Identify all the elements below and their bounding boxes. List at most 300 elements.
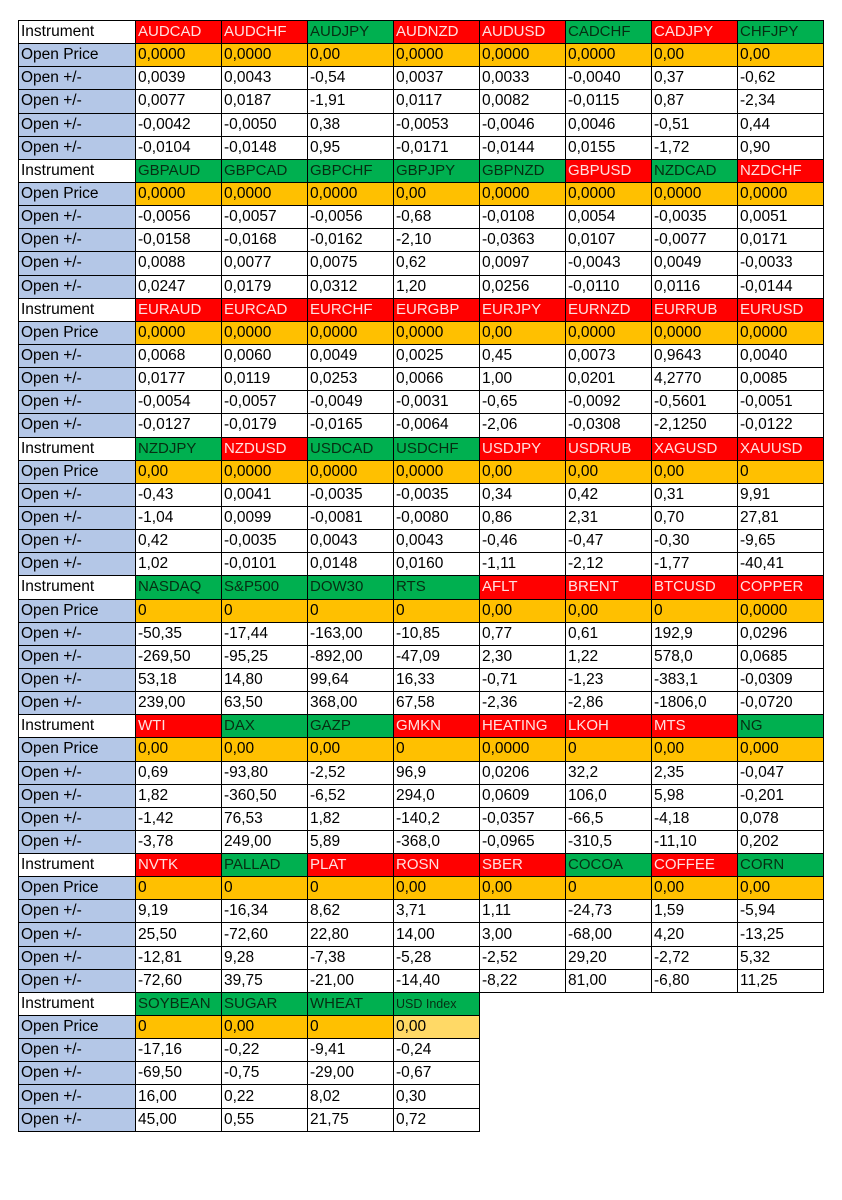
open-price-cell[interactable]: 0,0000 [308, 321, 394, 344]
change-value-cell[interactable]: -0,0144 [738, 275, 824, 298]
change-value-cell[interactable]: 0,0039 [136, 67, 222, 90]
instrument-name-cell[interactable]: EURRUB [652, 298, 738, 321]
change-value-cell[interactable]: 0,30 [394, 1085, 480, 1108]
open-price-cell[interactable]: 0,0000 [394, 44, 480, 67]
change-value-cell[interactable]: 2,30 [480, 645, 566, 668]
change-value-cell[interactable]: 16,00 [136, 1085, 222, 1108]
open-price-cell[interactable]: 0,0000 [652, 182, 738, 205]
change-value-cell[interactable]: 0,42 [136, 530, 222, 553]
change-value-cell[interactable]: 0,0082 [480, 90, 566, 113]
change-value-cell[interactable]: -5,28 [394, 946, 480, 969]
change-value-cell[interactable]: -0,47 [566, 530, 652, 553]
change-value-cell[interactable]: 63,50 [222, 692, 308, 715]
change-value-cell[interactable]: -310,5 [566, 830, 652, 853]
change-value-cell[interactable]: 0,72 [394, 1108, 480, 1131]
change-value-cell[interactable]: -2,10 [394, 229, 480, 252]
change-value-cell[interactable]: 9,28 [222, 946, 308, 969]
change-value-cell[interactable]: 0,0253 [308, 368, 394, 391]
change-value-cell[interactable]: -2,12 [566, 553, 652, 576]
change-value-cell[interactable]: -0,0035 [222, 530, 308, 553]
instrument-name-cell[interactable]: NG [738, 715, 824, 738]
change-value-cell[interactable]: 0,202 [738, 830, 824, 853]
instrument-name-cell[interactable]: CORN [738, 854, 824, 877]
instrument-name-cell[interactable]: NVTK [136, 854, 222, 877]
change-value-cell[interactable]: 0,0148 [308, 553, 394, 576]
change-value-cell[interactable]: 0,0075 [308, 252, 394, 275]
open-price-cell[interactable]: 0,0000 [222, 321, 308, 344]
open-price-cell[interactable]: 0,0000 [136, 44, 222, 67]
open-price-cell[interactable]: 0,0000 [480, 44, 566, 67]
change-value-cell[interactable]: 0,0117 [394, 90, 480, 113]
open-price-cell[interactable]: 0,00 [652, 738, 738, 761]
open-price-cell[interactable]: 0,0000 [480, 182, 566, 205]
change-value-cell[interactable]: 0,0043 [394, 530, 480, 553]
change-value-cell[interactable]: -0,0092 [566, 391, 652, 414]
change-value-cell[interactable]: -0,0108 [480, 206, 566, 229]
change-value-cell[interactable]: -1,77 [652, 553, 738, 576]
instrument-name-cell[interactable]: USDRUB [566, 437, 652, 460]
instrument-name-cell[interactable]: EURUSD [738, 298, 824, 321]
change-value-cell[interactable]: -1,42 [136, 807, 222, 830]
change-value-cell[interactable]: -11,10 [652, 830, 738, 853]
instrument-name-cell[interactable]: HEATING [480, 715, 566, 738]
change-value-cell[interactable]: -0,0057 [222, 206, 308, 229]
change-value-cell[interactable]: 0,0085 [738, 368, 824, 391]
change-value-cell[interactable]: 0,0256 [480, 275, 566, 298]
change-value-cell[interactable]: 0,44 [738, 113, 824, 136]
change-value-cell[interactable]: -13,25 [738, 923, 824, 946]
change-value-cell[interactable]: 0,42 [566, 483, 652, 506]
change-value-cell[interactable]: -368,0 [394, 830, 480, 853]
instrument-name-cell[interactable]: COPPER [738, 576, 824, 599]
change-value-cell[interactable]: -8,22 [480, 969, 566, 992]
change-value-cell[interactable]: 8,62 [308, 900, 394, 923]
change-value-cell[interactable]: -0,0056 [308, 206, 394, 229]
change-value-cell[interactable]: 0,0187 [222, 90, 308, 113]
change-value-cell[interactable]: 0,90 [738, 136, 824, 159]
instrument-name-cell[interactable]: ROSN [394, 854, 480, 877]
instrument-name-cell[interactable]: RTS [394, 576, 480, 599]
change-value-cell[interactable]: -0,0165 [308, 414, 394, 437]
instrument-name-cell[interactable]: BTCUSD [652, 576, 738, 599]
change-value-cell[interactable]: 14,00 [394, 923, 480, 946]
change-value-cell[interactable]: -0,54 [308, 67, 394, 90]
change-value-cell[interactable]: -29,00 [308, 1062, 394, 1085]
change-value-cell[interactable]: -0,68 [394, 206, 480, 229]
open-price-cell[interactable]: 0 [136, 877, 222, 900]
instrument-name-cell[interactable]: GAZP [308, 715, 394, 738]
change-value-cell[interactable]: -7,38 [308, 946, 394, 969]
change-value-cell[interactable]: 0,0088 [136, 252, 222, 275]
open-price-cell[interactable]: 0,0000 [652, 321, 738, 344]
instrument-name-cell[interactable]: GBPJPY [394, 159, 480, 182]
change-value-cell[interactable]: 0,31 [652, 483, 738, 506]
change-value-cell[interactable]: 0,0043 [308, 530, 394, 553]
change-value-cell[interactable]: -1,91 [308, 90, 394, 113]
change-value-cell[interactable]: 0,0296 [738, 622, 824, 645]
change-value-cell[interactable]: 0,70 [652, 506, 738, 529]
change-value-cell[interactable]: 0,0025 [394, 344, 480, 367]
change-value-cell[interactable]: 0,95 [308, 136, 394, 159]
instrument-name-cell[interactable]: AUDCHF [222, 21, 308, 44]
change-value-cell[interactable]: -0,46 [480, 530, 566, 553]
instrument-name-cell[interactable]: EURNZD [566, 298, 652, 321]
change-value-cell[interactable]: 0,86 [480, 506, 566, 529]
change-value-cell[interactable]: 0,38 [308, 113, 394, 136]
change-value-cell[interactable]: -2,52 [480, 946, 566, 969]
open-price-cell[interactable]: 0 [136, 1016, 222, 1039]
instrument-name-cell[interactable]: GBPNZD [480, 159, 566, 182]
change-value-cell[interactable]: -0,0357 [480, 807, 566, 830]
change-value-cell[interactable]: -50,35 [136, 622, 222, 645]
change-value-cell[interactable]: -0,0046 [480, 113, 566, 136]
open-price-cell[interactable]: 0,0000 [136, 182, 222, 205]
change-value-cell[interactable]: 27,81 [738, 506, 824, 529]
instrument-name-cell[interactable]: CADCHF [566, 21, 652, 44]
open-price-cell[interactable]: 0,00 [308, 44, 394, 67]
open-price-cell[interactable]: 0,0000 [308, 460, 394, 483]
change-value-cell[interactable]: -2,86 [566, 692, 652, 715]
open-price-cell[interactable]: 0,00 [394, 877, 480, 900]
change-value-cell[interactable]: -0,0115 [566, 90, 652, 113]
change-value-cell[interactable]: -3,78 [136, 830, 222, 853]
change-value-cell[interactable]: -0,0033 [738, 252, 824, 275]
change-value-cell[interactable]: -0,0179 [222, 414, 308, 437]
instrument-name-cell[interactable]: NZDCHF [738, 159, 824, 182]
change-value-cell[interactable]: -0,22 [222, 1039, 308, 1062]
change-value-cell[interactable]: 39,75 [222, 969, 308, 992]
open-price-cell[interactable]: 0 [738, 460, 824, 483]
change-value-cell[interactable]: -2,06 [480, 414, 566, 437]
change-value-cell[interactable]: -68,00 [566, 923, 652, 946]
open-price-cell[interactable]: 0 [394, 599, 480, 622]
change-value-cell[interactable]: -17,16 [136, 1039, 222, 1062]
open-price-cell[interactable]: 0,00 [222, 1016, 308, 1039]
instrument-name-cell[interactable]: SUGAR [222, 992, 308, 1015]
change-value-cell[interactable]: 0,078 [738, 807, 824, 830]
change-value-cell[interactable]: -2,52 [308, 761, 394, 784]
change-value-cell[interactable]: -6,52 [308, 784, 394, 807]
change-value-cell[interactable]: 0,34 [480, 483, 566, 506]
open-price-cell[interactable]: 0,0000 [738, 182, 824, 205]
change-value-cell[interactable]: 0,55 [222, 1108, 308, 1131]
open-price-cell[interactable]: 0 [136, 599, 222, 622]
change-value-cell[interactable]: -0,0049 [308, 391, 394, 414]
change-value-cell[interactable]: 0,62 [394, 252, 480, 275]
change-value-cell[interactable]: 3,00 [480, 923, 566, 946]
change-value-cell[interactable]: -0,0057 [222, 391, 308, 414]
open-price-cell[interactable]: 0,0000 [222, 44, 308, 67]
open-price-cell[interactable]: 0,0000 [136, 321, 222, 344]
change-value-cell[interactable]: 9,19 [136, 900, 222, 923]
change-value-cell[interactable]: 0,0043 [222, 67, 308, 90]
change-value-cell[interactable]: -17,44 [222, 622, 308, 645]
change-value-cell[interactable]: 11,25 [738, 969, 824, 992]
open-price-cell[interactable]: 0,0000 [738, 599, 824, 622]
change-value-cell[interactable]: -0,24 [394, 1039, 480, 1062]
change-value-cell[interactable]: -0,0080 [394, 506, 480, 529]
instrument-name-cell[interactable]: BRENT [566, 576, 652, 599]
change-value-cell[interactable]: 294,0 [394, 784, 480, 807]
change-value-cell[interactable]: -0,0720 [738, 692, 824, 715]
change-value-cell[interactable]: 2,31 [566, 506, 652, 529]
instrument-name-cell[interactable]: AUDNZD [394, 21, 480, 44]
change-value-cell[interactable]: 1,22 [566, 645, 652, 668]
change-value-cell[interactable]: -0,0168 [222, 229, 308, 252]
change-value-cell[interactable]: 1,82 [308, 807, 394, 830]
change-value-cell[interactable]: 0,0037 [394, 67, 480, 90]
change-value-cell[interactable]: 4,20 [652, 923, 738, 946]
change-value-cell[interactable]: 0,0155 [566, 136, 652, 159]
instrument-name-cell[interactable]: XAGUSD [652, 437, 738, 460]
instrument-name-cell[interactable]: USDJPY [480, 437, 566, 460]
change-value-cell[interactable]: 192,9 [652, 622, 738, 645]
change-value-cell[interactable]: -0,0127 [136, 414, 222, 437]
change-value-cell[interactable]: -0,0040 [566, 67, 652, 90]
open-price-cell[interactable]: 0,00 [394, 182, 480, 205]
change-value-cell[interactable]: -0,0056 [136, 206, 222, 229]
change-value-cell[interactable]: -0,67 [394, 1062, 480, 1085]
change-value-cell[interactable]: -0,0101 [222, 553, 308, 576]
instrument-name-cell[interactable]: USDCAD [308, 437, 394, 460]
change-value-cell[interactable]: 0,0068 [136, 344, 222, 367]
open-price-cell[interactable]: 0,000 [738, 738, 824, 761]
change-value-cell[interactable]: -0,0051 [738, 391, 824, 414]
change-value-cell[interactable]: 239,00 [136, 692, 222, 715]
change-value-cell[interactable]: 4,2770 [652, 368, 738, 391]
change-value-cell[interactable]: 106,0 [566, 784, 652, 807]
change-value-cell[interactable]: -72,60 [222, 923, 308, 946]
open-price-cell[interactable]: 0,00 [308, 738, 394, 761]
change-value-cell[interactable]: -40,41 [738, 553, 824, 576]
change-value-cell[interactable]: 0,0073 [566, 344, 652, 367]
change-value-cell[interactable]: 3,71 [394, 900, 480, 923]
change-value-cell[interactable]: -24,73 [566, 900, 652, 923]
change-value-cell[interactable]: -0,0308 [566, 414, 652, 437]
change-value-cell[interactable]: -93,80 [222, 761, 308, 784]
instrument-name-cell[interactable]: MTS [652, 715, 738, 738]
change-value-cell[interactable]: 8,02 [308, 1085, 394, 1108]
change-value-cell[interactable]: 1,02 [136, 553, 222, 576]
open-price-cell[interactable]: 0,0000 [566, 182, 652, 205]
open-price-cell[interactable]: 0,00 [652, 877, 738, 900]
change-value-cell[interactable]: 5,98 [652, 784, 738, 807]
open-price-cell[interactable]: 0 [222, 599, 308, 622]
open-price-cell[interactable]: 0,00 [136, 460, 222, 483]
change-value-cell[interactable]: 1,11 [480, 900, 566, 923]
change-value-cell[interactable]: -2,34 [738, 90, 824, 113]
open-price-cell[interactable]: 0,00 [566, 460, 652, 483]
change-value-cell[interactable]: -0,0363 [480, 229, 566, 252]
change-value-cell[interactable]: -0,0035 [394, 483, 480, 506]
change-value-cell[interactable]: 53,18 [136, 668, 222, 691]
change-value-cell[interactable]: 0,0049 [308, 344, 394, 367]
change-value-cell[interactable]: -1,11 [480, 553, 566, 576]
instrument-name-cell[interactable]: WTI [136, 715, 222, 738]
change-value-cell[interactable]: -0,0144 [480, 136, 566, 159]
open-price-cell[interactable]: 0,00 [136, 738, 222, 761]
instrument-name-cell[interactable]: S&P500 [222, 576, 308, 599]
change-value-cell[interactable]: -95,25 [222, 645, 308, 668]
change-value-cell[interactable]: 96,9 [394, 761, 480, 784]
instrument-name-cell[interactable]: GBPUSD [566, 159, 652, 182]
change-value-cell[interactable]: -21,00 [308, 969, 394, 992]
open-price-cell[interactable]: 0,00 [652, 44, 738, 67]
change-value-cell[interactable]: -0,43 [136, 483, 222, 506]
instrument-name-cell[interactable]: AUDJPY [308, 21, 394, 44]
change-value-cell[interactable]: -1,72 [652, 136, 738, 159]
change-value-cell[interactable]: 0,0107 [566, 229, 652, 252]
change-value-cell[interactable]: -10,85 [394, 622, 480, 645]
change-value-cell[interactable]: -6,80 [652, 969, 738, 992]
change-value-cell[interactable]: -0,65 [480, 391, 566, 414]
instrument-name-cell[interactable]: LKOH [566, 715, 652, 738]
change-value-cell[interactable]: 1,59 [652, 900, 738, 923]
change-value-cell[interactable]: 0,0046 [566, 113, 652, 136]
open-price-cell[interactable]: 0,0000 [566, 321, 652, 344]
change-value-cell[interactable]: -0,0031 [394, 391, 480, 414]
instrument-name-cell[interactable]: DOW30 [308, 576, 394, 599]
change-value-cell[interactable]: 0,0066 [394, 368, 480, 391]
change-value-cell[interactable]: 0,45 [480, 344, 566, 367]
open-price-cell[interactable]: 0,00 [480, 321, 566, 344]
change-value-cell[interactable]: 1,20 [394, 275, 480, 298]
change-value-cell[interactable]: -72,60 [136, 969, 222, 992]
change-value-cell[interactable]: -4,18 [652, 807, 738, 830]
instrument-name-cell[interactable]: COFFEE [652, 854, 738, 877]
change-value-cell[interactable]: -0,0162 [308, 229, 394, 252]
change-value-cell[interactable]: 0,0099 [222, 506, 308, 529]
open-price-cell[interactable]: 0,00 [566, 599, 652, 622]
change-value-cell[interactable]: 578,0 [652, 645, 738, 668]
open-price-cell[interactable]: 0 [308, 1016, 394, 1039]
change-value-cell[interactable]: 0,0051 [738, 206, 824, 229]
change-value-cell[interactable]: -0,0042 [136, 113, 222, 136]
instrument-name-cell[interactable]: NZDUSD [222, 437, 308, 460]
change-value-cell[interactable]: 0,0312 [308, 275, 394, 298]
instrument-name-cell[interactable]: EURJPY [480, 298, 566, 321]
open-price-cell[interactable]: 0 [222, 877, 308, 900]
instrument-name-cell[interactable]: NZDJPY [136, 437, 222, 460]
change-value-cell[interactable]: 0,0206 [480, 761, 566, 784]
instrument-name-cell[interactable]: GBPCHF [308, 159, 394, 182]
change-value-cell[interactable]: 0,87 [652, 90, 738, 113]
change-value-cell[interactable]: -0,0148 [222, 136, 308, 159]
change-value-cell[interactable]: 0,0077 [222, 252, 308, 275]
change-value-cell[interactable]: -0,75 [222, 1062, 308, 1085]
open-price-cell[interactable]: 0,0000 [738, 321, 824, 344]
change-value-cell[interactable]: 0,0177 [136, 368, 222, 391]
change-value-cell[interactable]: 0,0049 [652, 252, 738, 275]
change-value-cell[interactable]: -66,5 [566, 807, 652, 830]
change-value-cell[interactable]: -2,36 [480, 692, 566, 715]
instrument-name-cell[interactable]: GBPCAD [222, 159, 308, 182]
change-value-cell[interactable]: -9,65 [738, 530, 824, 553]
change-value-cell[interactable]: -2,72 [652, 946, 738, 969]
change-value-cell[interactable]: 0,0171 [738, 229, 824, 252]
change-value-cell[interactable]: -69,50 [136, 1062, 222, 1085]
open-price-cell[interactable]: 0,00 [738, 877, 824, 900]
change-value-cell[interactable]: -0,0050 [222, 113, 308, 136]
change-value-cell[interactable]: 1,00 [480, 368, 566, 391]
change-value-cell[interactable]: 368,00 [308, 692, 394, 715]
change-value-cell[interactable]: 0,0609 [480, 784, 566, 807]
change-value-cell[interactable]: -360,50 [222, 784, 308, 807]
change-value-cell[interactable]: 21,75 [308, 1108, 394, 1131]
change-value-cell[interactable]: 99,64 [308, 668, 394, 691]
change-value-cell[interactable]: 9,91 [738, 483, 824, 506]
instrument-name-cell[interactable]: EURAUD [136, 298, 222, 321]
change-value-cell[interactable]: 0,0247 [136, 275, 222, 298]
open-price-cell[interactable]: 0,00 [480, 877, 566, 900]
change-value-cell[interactable]: -0,0053 [394, 113, 480, 136]
change-value-cell[interactable]: -269,50 [136, 645, 222, 668]
change-value-cell[interactable]: -0,0309 [738, 668, 824, 691]
instrument-name-cell[interactable]: XAUUSD [738, 437, 824, 460]
change-value-cell[interactable]: 45,00 [136, 1108, 222, 1131]
open-price-cell[interactable]: 0,00 [480, 460, 566, 483]
instrument-name-cell[interactable]: SBER [480, 854, 566, 877]
change-value-cell[interactable]: -163,00 [308, 622, 394, 645]
change-value-cell[interactable]: -0,0171 [394, 136, 480, 159]
change-value-cell[interactable]: -14,40 [394, 969, 480, 992]
change-value-cell[interactable]: 22,80 [308, 923, 394, 946]
change-value-cell[interactable]: 32,2 [566, 761, 652, 784]
change-value-cell[interactable]: 0,0201 [566, 368, 652, 391]
change-value-cell[interactable]: 0,9643 [652, 344, 738, 367]
instrument-name-cell[interactable]: EURGBP [394, 298, 480, 321]
change-value-cell[interactable]: 0,22 [222, 1085, 308, 1108]
open-price-cell[interactable]: 0,0000 [394, 460, 480, 483]
change-value-cell[interactable]: -0,0110 [566, 275, 652, 298]
change-value-cell[interactable]: 1,82 [136, 784, 222, 807]
change-value-cell[interactable]: -0,5601 [652, 391, 738, 414]
instrument-name-cell[interactable]: CADJPY [652, 21, 738, 44]
instrument-name-cell[interactable]: AFLT [480, 576, 566, 599]
change-value-cell[interactable]: -1,23 [566, 668, 652, 691]
change-value-cell[interactable]: 0,0179 [222, 275, 308, 298]
change-value-cell[interactable]: 5,89 [308, 830, 394, 853]
open-price-cell[interactable]: 0,00 [652, 460, 738, 483]
instrument-name-cell[interactable]: EURCHF [308, 298, 394, 321]
change-value-cell[interactable]: -5,94 [738, 900, 824, 923]
change-value-cell[interactable]: -0,0158 [136, 229, 222, 252]
change-value-cell[interactable]: -140,2 [394, 807, 480, 830]
change-value-cell[interactable]: 0,0685 [738, 645, 824, 668]
change-value-cell[interactable]: 0,0040 [738, 344, 824, 367]
instrument-name-cell[interactable]: PALLAD [222, 854, 308, 877]
instrument-name-cell[interactable]: USD Index [394, 992, 480, 1015]
change-value-cell[interactable]: 0,0033 [480, 67, 566, 90]
change-value-cell[interactable]: 2,35 [652, 761, 738, 784]
change-value-cell[interactable]: 0,69 [136, 761, 222, 784]
instrument-name-cell[interactable]: PLAT [308, 854, 394, 877]
open-price-cell[interactable]: 0 [566, 877, 652, 900]
change-value-cell[interactable]: 5,32 [738, 946, 824, 969]
change-value-cell[interactable]: -0,71 [480, 668, 566, 691]
instrument-name-cell[interactable]: EURCAD [222, 298, 308, 321]
change-value-cell[interactable]: 25,50 [136, 923, 222, 946]
change-value-cell[interactable]: -0,0035 [308, 483, 394, 506]
instrument-name-cell[interactable]: AUDCAD [136, 21, 222, 44]
change-value-cell[interactable]: 16,33 [394, 668, 480, 691]
open-price-cell[interactable]: 0,0000 [480, 738, 566, 761]
change-value-cell[interactable]: -9,41 [308, 1039, 394, 1062]
change-value-cell[interactable]: -16,34 [222, 900, 308, 923]
instrument-name-cell[interactable]: USDCHF [394, 437, 480, 460]
open-price-cell[interactable]: 0 [308, 599, 394, 622]
change-value-cell[interactable]: -0,0965 [480, 830, 566, 853]
